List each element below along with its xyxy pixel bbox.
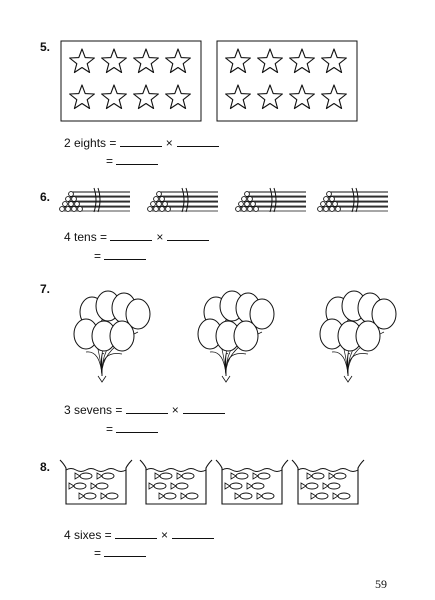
starfish-icon (166, 85, 191, 109)
balloon-bunch (198, 291, 274, 382)
equals-sign: = (94, 249, 102, 263)
fish-icon (164, 493, 176, 499)
problem-equation-line2 (106, 422, 158, 436)
answer-blank[interactable] (110, 230, 152, 241)
starfish-icon (102, 85, 127, 109)
fish-tank (140, 460, 212, 504)
times-sign: × (161, 528, 169, 542)
balloon-bunch-icon (60, 280, 400, 384)
starfish-groups-icon (60, 40, 360, 122)
fish-icon (230, 483, 242, 489)
starfish-icon (166, 49, 191, 73)
problem-equation-line1 (64, 528, 214, 542)
fish-icon (176, 483, 188, 489)
answer-blank[interactable] (172, 528, 214, 539)
equation-text: 3 sevens = (64, 403, 123, 417)
fish-icon (338, 493, 350, 499)
starfish-icon (226, 85, 251, 109)
times-sign: × (171, 403, 179, 417)
starfish-icon (258, 49, 283, 73)
stick-bundle (60, 188, 130, 212)
times-sign: × (165, 136, 173, 150)
fish-icon (262, 493, 274, 499)
fish-icon (106, 493, 118, 499)
balloon-bunch (74, 291, 150, 382)
problem-number: 6. (40, 190, 51, 204)
page-number: 59 (375, 577, 387, 591)
problem-number: 5. (40, 40, 51, 54)
fish-icon (186, 493, 198, 499)
equals-sign: = (106, 154, 114, 168)
equals-sign: = (94, 546, 102, 560)
fish-icon (160, 473, 172, 479)
stick-bundle (236, 188, 306, 212)
fish-icon (102, 473, 114, 479)
answer-blank[interactable] (183, 403, 225, 414)
equation-text: 4 sixes = (64, 528, 112, 542)
fish-icon (316, 493, 328, 499)
starfish-icon (70, 49, 95, 73)
starfish-icon (290, 85, 315, 109)
starfish-icon (226, 49, 251, 73)
equation-text: 2 eights = (64, 136, 117, 150)
problem-equation-line1 (64, 136, 219, 150)
equation-text: 4 tens = (64, 230, 108, 244)
stick-bundle (318, 188, 388, 212)
problem-equation-line1 (64, 403, 225, 417)
fish-icon (182, 473, 194, 479)
starfish-icon (70, 85, 95, 109)
starfish-icon (102, 49, 127, 73)
answer-blank[interactable] (177, 136, 219, 147)
fish-icon (306, 483, 318, 489)
fish-icon (84, 493, 96, 499)
fish-icon (80, 473, 92, 479)
equals-sign: = (106, 422, 114, 436)
answer-blank[interactable] (115, 528, 157, 539)
answer-blank[interactable] (116, 154, 158, 165)
fish-icon (252, 483, 264, 489)
problem-equation-line2 (94, 249, 146, 263)
problem-equation-line1 (64, 230, 209, 244)
times-sign: × (156, 230, 164, 244)
fish-tank (60, 460, 132, 504)
fish-icon (96, 483, 108, 489)
fish-icon (258, 473, 270, 479)
answer-blank[interactable] (120, 136, 162, 147)
answer-blank[interactable] (126, 403, 168, 414)
balloon-bunch (320, 291, 396, 382)
starfish-icon (322, 49, 347, 73)
answer-blank[interactable] (167, 230, 209, 241)
starfish-icon (134, 49, 159, 73)
problem-equation-line2 (94, 546, 146, 560)
problem-equation-line2 (106, 154, 158, 168)
stick-bundle-icon (58, 186, 398, 214)
starfish-icon (258, 85, 283, 109)
answer-blank[interactable] (104, 249, 146, 260)
stick-bundle (148, 188, 218, 212)
fish-icon (240, 493, 252, 499)
fish-tank-icon (58, 458, 368, 508)
fish-tank (292, 460, 364, 504)
fish-icon (312, 473, 324, 479)
fish-icon (328, 483, 340, 489)
problem-number: 8. (40, 460, 51, 474)
starfish-icon (322, 85, 347, 109)
starfish-icon (290, 49, 315, 73)
fish-icon (334, 473, 346, 479)
problem-number: 7. (40, 282, 51, 296)
answer-blank[interactable] (116, 422, 158, 433)
fish-icon (74, 483, 86, 489)
starfish-icon (134, 85, 159, 109)
answer-blank[interactable] (104, 546, 146, 557)
fish-icon (154, 483, 166, 489)
fish-tank (216, 460, 288, 504)
fish-icon (236, 473, 248, 479)
